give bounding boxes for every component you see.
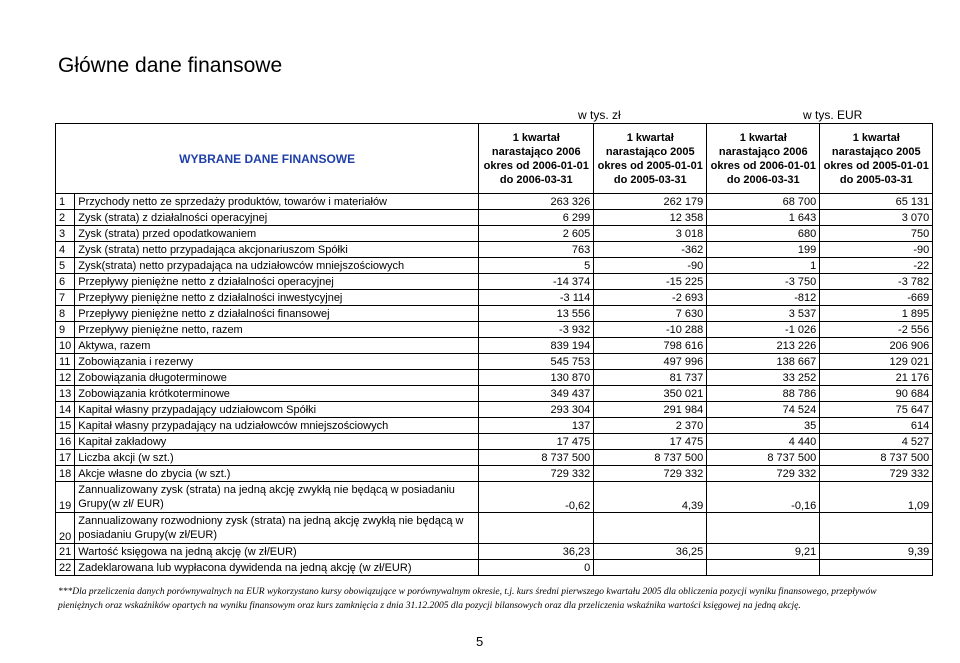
row-label: Zobowiązania długoterminowe — [75, 370, 479, 386]
table-row — [56, 226, 933, 242]
row-label: Wartość księgowa na jedną akcję (w zł/EUR) — [75, 544, 479, 560]
row-number: 6 — [56, 274, 75, 290]
row-number: 12 — [56, 370, 75, 386]
row-number: 19 — [56, 482, 75, 513]
row-value: 293 304 — [479, 402, 594, 418]
table-row — [56, 386, 933, 402]
row-value: 17 475 — [594, 434, 707, 450]
footnote: ***Dla przeliczenia danych porównywalnych na EUR wykorzystano kursy obowiązujące w porównywalnym okresie, t.j. kurs średni pierwszego kwartału 2005 dla obliczenia pozycji wyniku finansowego, przepływów pieniężnych oraz wskaźników opartych na wyniku finansowym oraz kurs zamknięcia z dnia 31.12.2005 dla pozycji bilansowych oraz dla przeliczenia wskaźnika wartości księgowej na jedną akcję. — [58, 587, 877, 611]
row-value: 68 700 — [707, 194, 820, 210]
table-row — [56, 418, 933, 434]
row-value: 1,09 — [820, 482, 933, 513]
row-value: 0 — [479, 560, 594, 576]
row-label: Przepływy pieniężne netto z działalności finansowej — [75, 306, 479, 322]
row-value: 8 737 500 — [479, 450, 594, 466]
row-value: -2 693 — [594, 290, 707, 306]
table-row — [56, 258, 933, 274]
row-value: 81 737 — [594, 370, 707, 386]
row-number: 21 — [56, 544, 75, 560]
row-value: 2 370 — [594, 418, 707, 434]
row-value — [594, 560, 707, 576]
row-value — [820, 560, 933, 576]
unit-label-pln: w tys. zł — [578, 108, 621, 122]
row-value: -0,16 — [707, 482, 820, 513]
row-value: -90 — [594, 258, 707, 274]
row-value: 497 996 — [594, 354, 707, 370]
row-value: -669 — [820, 290, 933, 306]
row-value: -3 750 — [707, 274, 820, 290]
row-value: 680 — [707, 226, 820, 242]
row-value: 129 021 — [820, 354, 933, 370]
row-label: Zannualizowany zysk (strata) na jedną akcję zwykłą nie będącą w posiadaniu Grupy(w zł/ EUR) — [75, 482, 479, 513]
table-row — [56, 560, 933, 576]
row-value: 137 — [479, 418, 594, 434]
row-value: 750 — [820, 226, 933, 242]
table-row — [56, 434, 933, 450]
row-value: 4 440 — [707, 434, 820, 450]
row-number: 5 — [56, 258, 75, 274]
table-row — [56, 513, 933, 544]
row-number: 11 — [56, 354, 75, 370]
row-value: 3 018 — [594, 226, 707, 242]
page-title: Główne dane finansowe — [58, 54, 283, 77]
row-value: 545 753 — [479, 354, 594, 370]
period-header: 1 kwartał narastająco 2006 okres od 2006-01-01 do 2006-03-31 — [479, 124, 594, 194]
table-row — [56, 338, 933, 354]
row-value: 8 737 500 — [594, 450, 707, 466]
row-label: Akcje własne do zbycia (w szt.) — [75, 466, 479, 482]
table-row — [56, 370, 933, 386]
row-value: 65 131 — [820, 194, 933, 210]
financial-data-table — [55, 123, 933, 576]
row-value: 729 332 — [479, 466, 594, 482]
row-value: 138 667 — [707, 354, 820, 370]
table-row — [56, 466, 933, 482]
table-row — [56, 242, 933, 258]
row-value — [707, 513, 820, 544]
row-value: 130 870 — [479, 370, 594, 386]
table-row — [56, 274, 933, 290]
row-number: 13 — [56, 386, 75, 402]
row-value: 291 984 — [594, 402, 707, 418]
row-value: 36,25 — [594, 544, 707, 560]
row-value: -3 782 — [820, 274, 933, 290]
period-header: 1 kwartał narastająco 2005 okres od 2005-01-01 do 2005-03-31 — [820, 124, 933, 194]
row-value: 199 — [707, 242, 820, 258]
row-value: 8 737 500 — [707, 450, 820, 466]
row-value: -3 932 — [479, 322, 594, 338]
row-value: 2 605 — [479, 226, 594, 242]
row-value: 8 737 500 — [820, 450, 933, 466]
row-value: 1 895 — [820, 306, 933, 322]
row-value: 213 226 — [707, 338, 820, 354]
row-value: 36,23 — [479, 544, 594, 560]
row-number: 10 — [56, 338, 75, 354]
table-row — [56, 290, 933, 306]
row-label: Zysk(strata) netto przypadająca na udziałowców mniejszościowych — [75, 258, 479, 274]
row-value: 9,39 — [820, 544, 933, 560]
table-row — [56, 482, 933, 513]
row-label: Kapitał własny przypadający udziałowcom Spółki — [75, 402, 479, 418]
table-row — [56, 306, 933, 322]
unit-label-eur: w tys. EUR — [803, 108, 863, 122]
row-label: Kapitał własny przypadający na udziałowców mniejszościowych — [75, 418, 479, 434]
row-value: 35 — [707, 418, 820, 434]
table-row — [56, 544, 933, 560]
row-number: 4 — [56, 242, 75, 258]
row-value: 798 616 — [594, 338, 707, 354]
row-value: 88 786 — [707, 386, 820, 402]
row-label: Zobowiązania krótkoterminowe — [75, 386, 479, 402]
period-header: 1 kwartał narastająco 2006 okres od 2006-01-01 do 2006-03-31 — [707, 124, 820, 194]
row-value: 6 299 — [479, 210, 594, 226]
row-value: 3 537 — [707, 306, 820, 322]
row-value — [820, 513, 933, 544]
row-number: 16 — [56, 434, 75, 450]
row-value: 74 524 — [707, 402, 820, 418]
row-number: 22 — [56, 560, 75, 576]
row-value: 262 179 — [594, 194, 707, 210]
row-value: 350 021 — [594, 386, 707, 402]
table-row — [56, 194, 933, 210]
row-label: Zannualizowany rozwodniony zysk (strata) na jedną akcję zwykłą nie będącą w posiadaniu Grupy(w zł/EUR) — [75, 513, 479, 544]
row-label: Kapitał zakładowy — [75, 434, 479, 450]
row-value: -1 026 — [707, 322, 820, 338]
row-value: 90 684 — [820, 386, 933, 402]
row-value: 21 176 — [820, 370, 933, 386]
row-value: 4,39 — [594, 482, 707, 513]
table-row — [56, 354, 933, 370]
row-number: 1 — [56, 194, 75, 210]
row-value — [707, 560, 820, 576]
row-value: 263 326 — [479, 194, 594, 210]
row-label: Zysk (strata) netto przypadająca akcjonariuszom Spółki — [75, 242, 479, 258]
row-value — [479, 513, 594, 544]
table-row — [56, 210, 933, 226]
row-value: 1 643 — [707, 210, 820, 226]
table-body — [56, 194, 933, 576]
row-value: -22 — [820, 258, 933, 274]
table-row — [56, 450, 933, 466]
page-number: 5 — [476, 634, 484, 649]
row-value: 206 906 — [820, 338, 933, 354]
table-row — [56, 402, 933, 418]
row-label: Przepływy pieniężne netto z działalności operacyjnej — [75, 274, 479, 290]
row-number: 3 — [56, 226, 75, 242]
row-number: 14 — [56, 402, 75, 418]
row-label: Aktywa, razem — [75, 338, 479, 354]
row-value: 1 — [707, 258, 820, 274]
row-value: -15 225 — [594, 274, 707, 290]
row-number: 18 — [56, 466, 75, 482]
row-number: 2 — [56, 210, 75, 226]
row-value: 17 475 — [479, 434, 594, 450]
row-label: Zysk (strata) z działalności operacyjnej — [75, 210, 479, 226]
row-value: 13 556 — [479, 306, 594, 322]
row-value: 75 647 — [820, 402, 933, 418]
period-header: 1 kwartał narastająco 2005 okres od 2005-01-01 do 2005-03-31 — [594, 124, 707, 194]
row-value: 5 — [479, 258, 594, 274]
row-value — [594, 513, 707, 544]
row-value: 763 — [479, 242, 594, 258]
row-value: 9,21 — [707, 544, 820, 560]
row-value: -3 114 — [479, 290, 594, 306]
row-value: -812 — [707, 290, 820, 306]
row-value: 729 332 — [594, 466, 707, 482]
row-value: 12 358 — [594, 210, 707, 226]
row-value: 729 332 — [707, 466, 820, 482]
row-label: Przepływy pieniężne netto, razem — [75, 322, 479, 338]
row-value: -90 — [820, 242, 933, 258]
table-header-row — [56, 124, 933, 194]
row-label: Przepływy pieniężne netto z działalności inwestycyjnej — [75, 290, 479, 306]
row-label: Liczba akcji (w szt.) — [75, 450, 479, 466]
row-number: 8 — [56, 306, 75, 322]
row-label: Zysk (strata) przed opodatkowaniem — [75, 226, 479, 242]
row-value: -14 374 — [479, 274, 594, 290]
row-value: 33 252 — [707, 370, 820, 386]
row-value: 839 194 — [479, 338, 594, 354]
row-value: -10 288 — [594, 322, 707, 338]
section-header: WYBRANE DANE FINANSOWE — [56, 124, 479, 194]
row-value: 4 527 — [820, 434, 933, 450]
row-value: 7 630 — [594, 306, 707, 322]
row-number: 20 — [56, 513, 75, 544]
row-value: 614 — [820, 418, 933, 434]
row-value: -0,62 — [479, 482, 594, 513]
table-row — [56, 322, 933, 338]
row-value: 729 332 — [820, 466, 933, 482]
row-value: 3 070 — [820, 210, 933, 226]
row-value: -2 556 — [820, 322, 933, 338]
row-label: Przychody netto ze sprzedaży produktów, towarów i materiałów — [75, 194, 479, 210]
row-number: 15 — [56, 418, 75, 434]
row-label: Zadeklarowana lub wypłacona dywidenda na jedną akcję (w zł/EUR) — [75, 560, 479, 576]
row-number: 7 — [56, 290, 75, 306]
row-value: -362 — [594, 242, 707, 258]
row-value: 349 437 — [479, 386, 594, 402]
row-number: 17 — [56, 450, 75, 466]
row-label: Zobowiązania i rezerwy — [75, 354, 479, 370]
row-number: 9 — [56, 322, 75, 338]
